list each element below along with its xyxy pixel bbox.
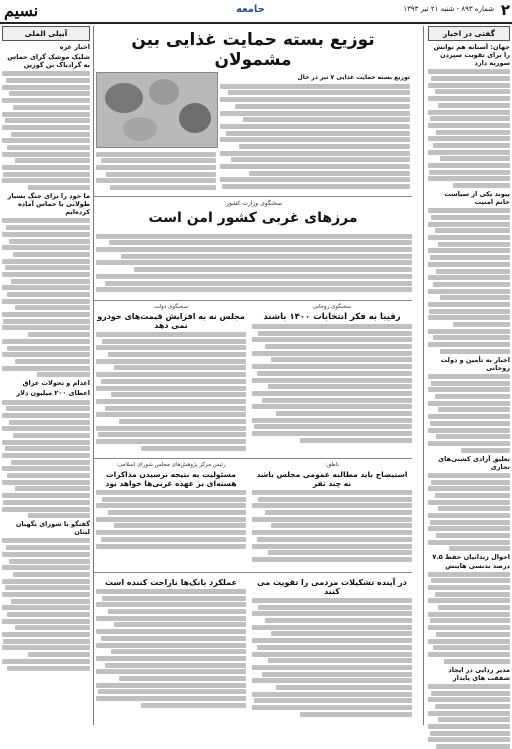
left-item-headline: شلیک موشک گرای حماس به گرادیاک بن گورین	[7, 53, 90, 70]
left-item-headline: اخبار غزه	[59, 43, 90, 51]
story-kicker: سخنگوی روحانی	[312, 304, 352, 310]
story-block	[252, 576, 412, 722]
left-item-headline: اعطای ۲۰۰ میلیون دلار	[16, 389, 90, 398]
right-column-header: گفتی در اخبار	[428, 26, 510, 41]
right-item-headline: تعلیق آزادی کشتی‌های تجاری	[438, 454, 510, 471]
story-block	[252, 462, 412, 568]
left-column-header: آبیلی الملی	[2, 26, 90, 41]
divider	[94, 572, 412, 573]
story-block	[96, 576, 246, 722]
top-story-title: توزیع بسته حمایت غذایی بین مشمولان	[131, 30, 375, 70]
right-item-headline: جهان: آستانه هم توانش را برای تقویت سپردن سوریه دارد	[433, 43, 510, 68]
top-story-subhead: توزیع بسته حمایت غذایی ۷ تیر در حال	[297, 74, 410, 81]
divider	[94, 458, 412, 459]
left-column	[2, 26, 90, 725]
story-title: مسئولیت به نتیجه نرسیدن مذاکرات هسته‌ای بر عهده غربی‌ها خواهد بود	[105, 470, 237, 488]
left-item-headline: ما خود را برای جنگ بسیار طولانی با حماس آماده کرده‌ایم	[7, 192, 90, 217]
middle-story-title: مرزهای غربی کشور امن است	[148, 210, 358, 226]
story-block	[252, 304, 412, 454]
right-item-headline: مدیر زدایی در ایجاد شفقت های پایدار	[448, 665, 510, 682]
food-photo	[96, 72, 218, 148]
story-kicker: ناطق:	[324, 462, 340, 468]
newspaper-logo: نسیم	[4, 1, 39, 20]
story-title: مجلس نه به افزایش قیمت‌های خودرو نمی دهد	[97, 312, 245, 330]
page-number: ۲	[500, 1, 510, 19]
middle-story-kicker: سخنگوی وزارت کشور:	[224, 200, 282, 207]
right-item-headline: اخبار به تأمین و دولت روحانی	[440, 355, 510, 372]
middle-story-body	[96, 232, 412, 298]
issue-info: شماره ۸۹۳ - شنبه ۲۱ تیر ۱۳۹۳	[403, 5, 494, 13]
left-item-headline: اعدام و تحولات عراق	[22, 379, 90, 388]
masthead	[0, 0, 512, 24]
top-story-body	[220, 72, 410, 192]
section-label: جامعه	[236, 4, 265, 15]
right-item-headline: پیوند یکی از سیاست خانم امنیت	[444, 190, 510, 207]
story-kicker: رئیس مرکز پژوهش‌های مجلس شورای اسلامی:	[116, 462, 226, 468]
story-kicker: سخنگوی دولت	[154, 304, 188, 310]
divider	[94, 300, 412, 301]
story-title: استیضاح باید مطالبه عمومی مجلس باشد نه چند نفر	[256, 470, 408, 488]
story-title: عملکرد بانک‌ها ناراحت کننده است	[105, 578, 237, 587]
right-column	[428, 26, 510, 725]
story-block	[96, 462, 246, 568]
column-divider	[93, 26, 94, 725]
story-block	[96, 304, 246, 454]
story-title: در آینده تشکیلات مردمی را تقویت می کنند	[257, 578, 407, 596]
left-item-headline: گفتگو با شورای نگهبان لبنان	[15, 520, 90, 537]
story-title: رقیبا به فکر انتخابات ۱۴۰۰ باشند	[263, 312, 401, 322]
column-divider	[423, 26, 424, 725]
top-story-body-continued	[96, 150, 216, 192]
divider	[94, 196, 412, 197]
right-item-headline: احوال زندانیان حفظ ۷.۵ درصد بدنسی هاینش	[432, 553, 510, 570]
